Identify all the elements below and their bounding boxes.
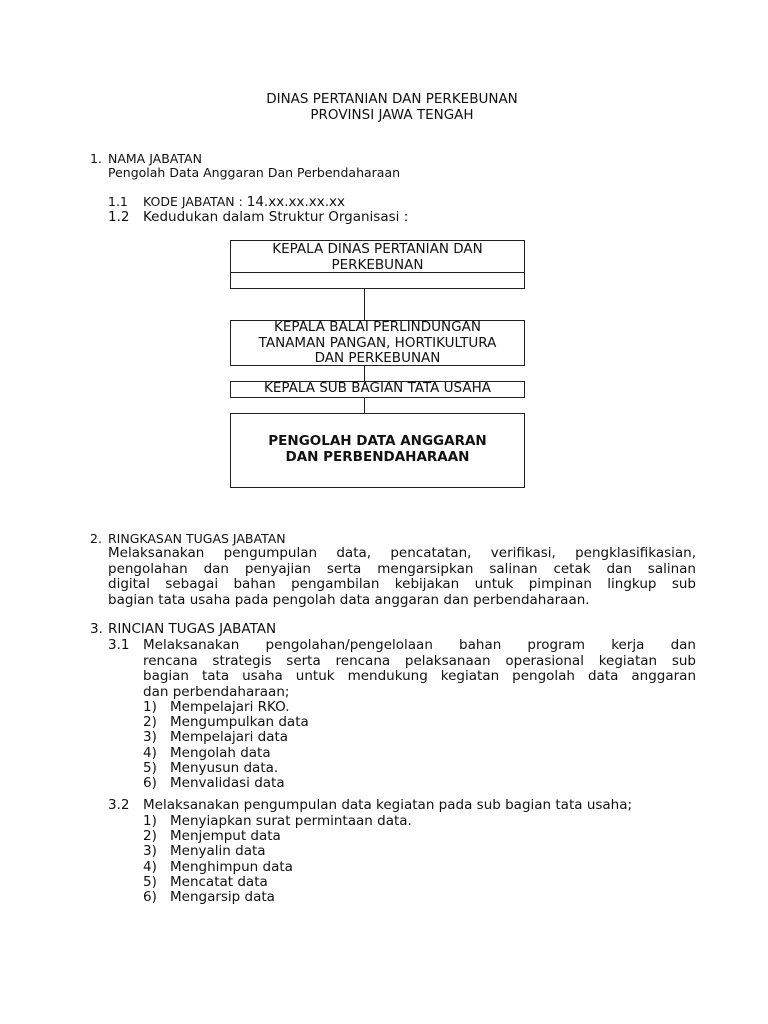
- list-item-text: Mengumpulkan data: [170, 714, 309, 730]
- org-position-label: Kedudukan dalam Struktur Organisasi :: [143, 209, 409, 225]
- summary-line-4: bagian tata usaha pada pengolah data anggaran dan perbendaharaan.: [108, 592, 590, 608]
- org-box-4-line-1: PENGOLAH DATA ANGGARAN: [268, 433, 487, 449]
- list-item-number: 6): [143, 775, 157, 791]
- list-item-text: Mengolah data: [170, 745, 271, 761]
- job-code-row: [143, 194, 345, 210]
- section-1-title: NAMA JABATAN: [108, 151, 202, 166]
- org-box-1-divider: [231, 272, 524, 273]
- task-3-1-line-3: bagian tata usaha untuk mendukung kegiatan pengolah data anggaran: [143, 668, 696, 684]
- list-item-text: Mempelajari data: [170, 729, 289, 745]
- list-item-text: Menyusun data.: [170, 760, 279, 776]
- org-connector-3: [364, 398, 365, 413]
- list-item-text: Menghimpun data: [170, 859, 293, 875]
- org-box-kepala-dinas: [230, 240, 525, 289]
- list-item-number: 4): [143, 745, 157, 761]
- org-box-2-line-1: KEPALA BALAI PERLINDUNGAN: [274, 319, 481, 335]
- list-item-number: 5): [143, 760, 157, 776]
- list-item-number: 1): [143, 813, 157, 829]
- sub-3-2-number: 3.2: [108, 797, 130, 813]
- list-item-number: 4): [143, 859, 157, 875]
- sub-1-2-number: 1.2: [108, 209, 130, 225]
- list-item-text: Mencatat data: [170, 874, 268, 890]
- summary-line-2: pengolahan dan penyajian serta mengarsipkan salinan cetak dan salinan: [108, 561, 696, 577]
- org-box-pengolah-data: [230, 413, 525, 488]
- list-item-number: 3): [143, 843, 157, 859]
- section-3-number: 3.: [90, 621, 103, 637]
- org-connector-2: [364, 366, 365, 381]
- job-name-value: Pengolah Data Anggaran Dan Perbendaharaan: [108, 165, 401, 180]
- list-item-text: Mengarsip data: [170, 889, 275, 905]
- list-item-number: 2): [143, 828, 157, 844]
- list-item-number: 1): [143, 699, 157, 715]
- org-box-3-label: KEPALA SUB BAGIAN TATA USAHA: [263, 380, 491, 396]
- org-box-1-line-1: KEPALA DINAS PERTANIAN DAN: [272, 241, 483, 257]
- header-line-2: PROVINSI JAWA TENGAH: [310, 107, 474, 123]
- section-2-title: RINGKASAN TUGAS JABATAN: [108, 531, 286, 546]
- section-3-title: RINCIAN TUGAS JABATAN: [108, 621, 277, 637]
- list-item-number: 6): [143, 889, 157, 905]
- org-box-2-line-3: DAN PERKEBUNAN: [314, 350, 441, 366]
- section-1-number: 1.: [90, 151, 102, 166]
- summary-line-3: digital sebagai bahan pengambilan kebijakan untuk pimpinan lingkup sub: [108, 576, 696, 592]
- list-item-number: 2): [143, 714, 157, 730]
- task-3-1-line-1: Melaksanakan pengolahan/pengelolaan bahan program kerja dan: [143, 637, 696, 653]
- org-box-4-line-2: DAN PERBENDAHARAAN: [285, 448, 470, 465]
- sub-3-1-number: 3.1: [108, 637, 130, 653]
- list-item-text: Menjemput data: [170, 828, 281, 844]
- task-3-2-line: Melaksanakan pengumpulan data kegiatan pada sub bagian tata usaha;: [143, 797, 633, 813]
- org-box-kepala-subbag: [230, 381, 525, 398]
- sub-1-1-number: 1.1: [108, 194, 128, 209]
- job-code-label: KODE JABATAN :: [143, 194, 247, 209]
- list-item-text: Mempelajari RKO.: [170, 699, 290, 715]
- summary-line-1: Melaksanakan pengumpulan data, pencatatan, verifikasi, pengklasifikasian,: [108, 545, 696, 561]
- org-box-1-line-2: PERKEBUNAN: [331, 256, 424, 273]
- job-code-value: 14.xx.xx.xx.xx: [246, 194, 346, 210]
- task-3-1-line-4: dan perbendaharaan;: [143, 684, 290, 700]
- list-item-number: 5): [143, 874, 157, 890]
- header-line-1: DINAS PERTANIAN DAN PERKEBUNAN: [266, 91, 518, 107]
- org-box-kepala-balai: [230, 320, 525, 366]
- list-item-number: 3): [143, 729, 157, 745]
- list-item-text: Menyiapkan surat permintaan data.: [170, 813, 412, 829]
- org-connector-1: [364, 289, 365, 320]
- list-item-text: Menvalidasi data: [170, 775, 285, 791]
- task-3-1-line-2: rencana strategis serta rencana pelaksanaan operasional kegiatan sub: [143, 653, 696, 669]
- org-box-2-line-2: TANAMAN PANGAN, HORTIKULTURA: [258, 334, 497, 351]
- section-2-number: 2.: [90, 531, 102, 546]
- list-item-text: Menyalin data: [170, 843, 266, 859]
